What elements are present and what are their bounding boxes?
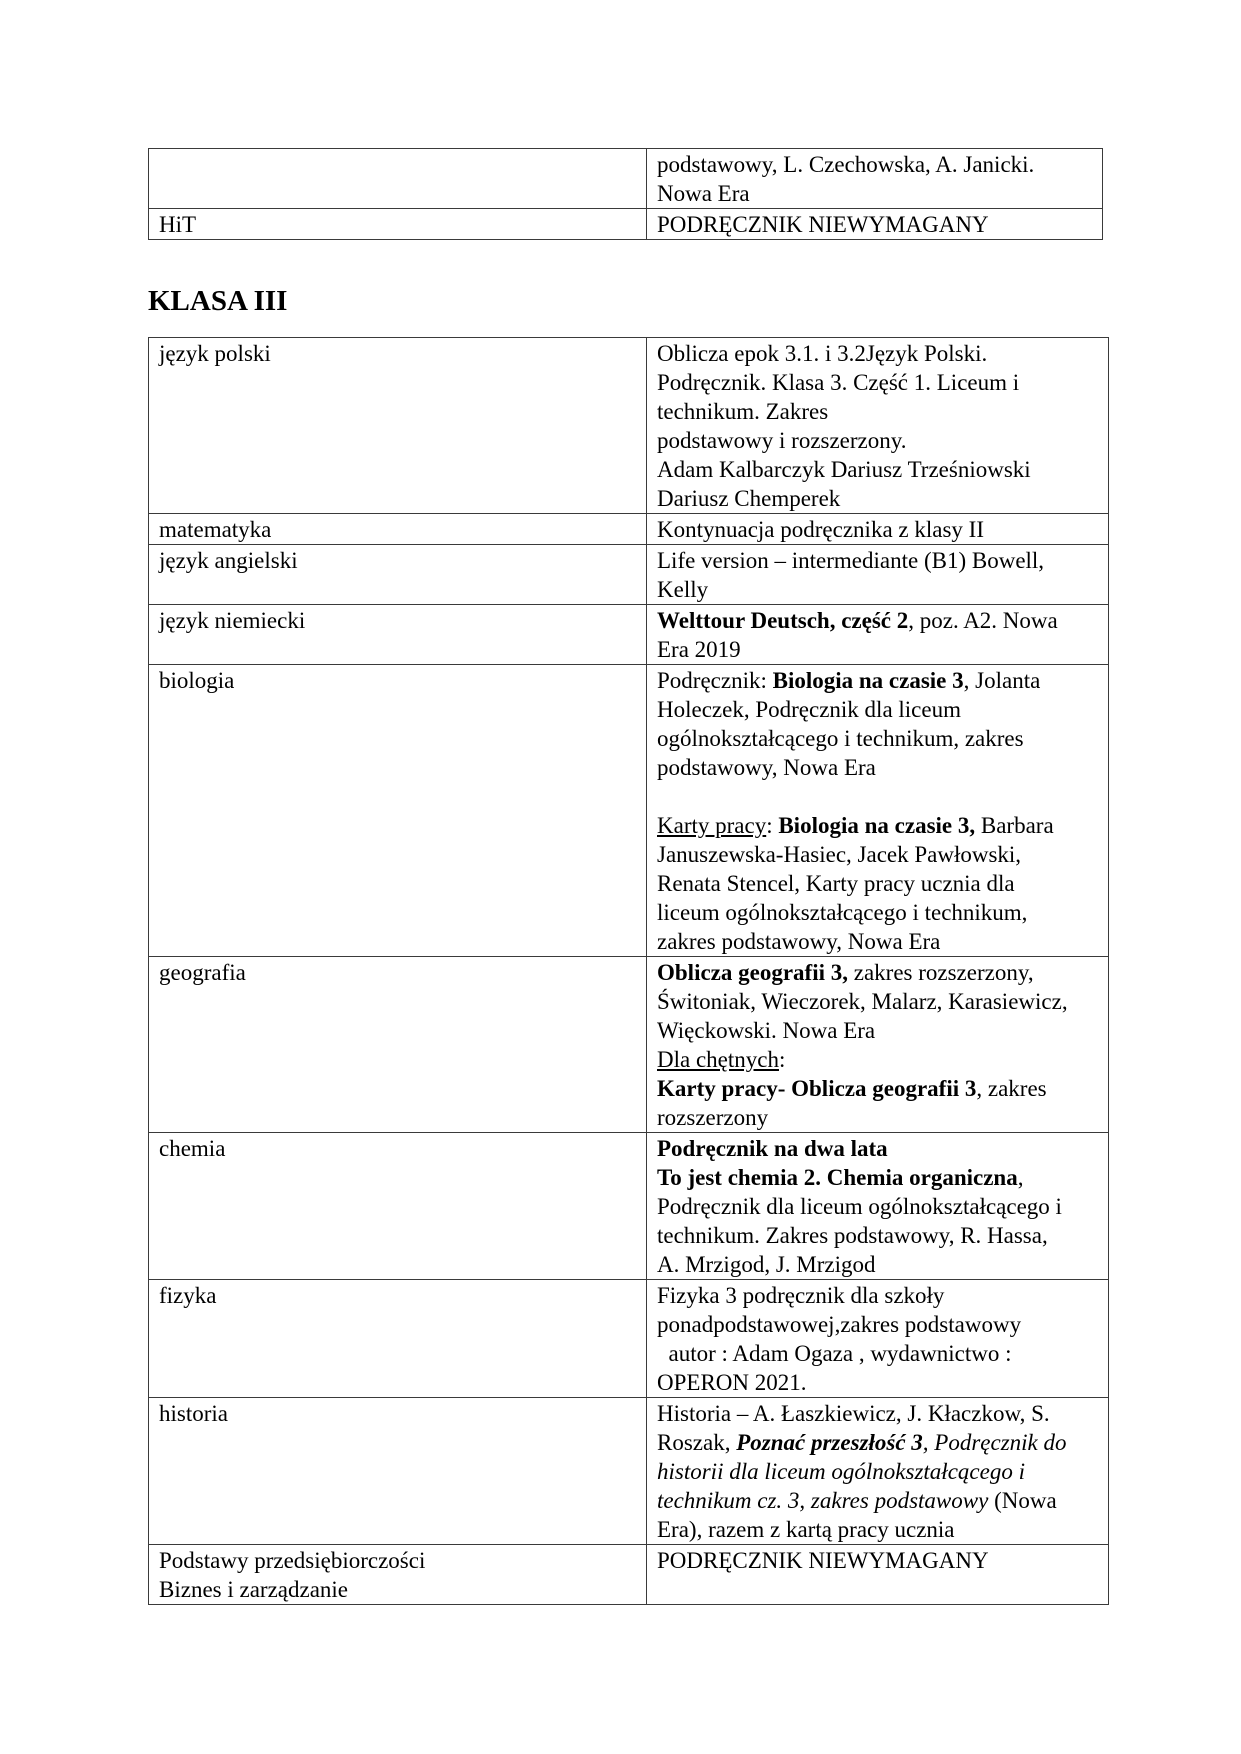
text-line: ponadpodstawowej,zakres podstawowy (657, 1312, 1022, 1337)
section-heading: KLASA III (148, 285, 288, 317)
text-line (657, 1163, 1098, 1192)
text-line: Era 2019 (657, 637, 741, 662)
text-fragment: : (766, 813, 779, 838)
subject-cell: historia (149, 1398, 647, 1545)
table-row (149, 1398, 1109, 1545)
text-line: Holeczek, Podręcznik dla liceum (657, 697, 961, 722)
text-line (657, 1428, 1098, 1457)
text-line: Podstawy przedsiębiorczości (159, 1548, 426, 1573)
text-line: Historia – A. Łaszkiewicz, J. Kłaczkow, S. (657, 1401, 1050, 1426)
table-row (149, 338, 1109, 514)
subject-cell: matematyka (149, 514, 647, 545)
text-fragment: Roszak, (657, 1430, 737, 1455)
table-row (149, 514, 1109, 545)
textbook-cell (647, 209, 1103, 240)
textbook-cell (647, 514, 1109, 545)
table-row (149, 665, 1109, 957)
italic-fragment: technikum cz. 3, zakres podstawowy (657, 1488, 989, 1513)
textbook-cell (647, 545, 1109, 605)
text-line (657, 1457, 1098, 1486)
text-line: ogólnokształcącego i technikum, zakres (657, 726, 1024, 751)
text-line: liceum ogólnokształcącego i technikum, (657, 900, 1028, 925)
text-line: A. Mrzigod, J. Mrzigod (657, 1252, 876, 1277)
text-line: OPERON 2021. (657, 1370, 807, 1395)
book-title: Welttour Deutsch, część 2 (657, 608, 909, 633)
bold-note: Podręcznik na dwa lata (657, 1136, 888, 1161)
paragraph-gap (657, 782, 1098, 811)
table-row (149, 957, 1109, 1133)
text-line: Januszewska-Hasiec, Jacek Pawłowski, (657, 842, 1022, 867)
subject-cell: chemia (149, 1133, 647, 1280)
text-line: podstawowy, L. Czechowska, A. Janicki. (657, 152, 1035, 177)
text-fragment: , (1017, 1165, 1024, 1190)
text-line: technikum. Zakres (657, 399, 829, 424)
text-line: Podręcznik. Klasa 3. Część 1. Liceum i (657, 370, 1020, 395)
textbook-cell (647, 605, 1109, 665)
subject-cell: fizyka (149, 1280, 647, 1398)
textbook-cell (647, 1398, 1109, 1545)
text-line: rozszerzony (657, 1105, 769, 1130)
text-line: podstawowy i rozszerzony. (657, 428, 907, 453)
text-line: Świtoniak, Wieczorek, Malarz, Karasiewicz, (657, 989, 1068, 1014)
text-line: zakres podstawowy, Nowa Era (657, 929, 941, 954)
italic-fragment: , Podręcznik do (922, 1430, 1067, 1455)
book-title: To jest chemia 2. Chemia organiczna (657, 1165, 1018, 1190)
table-continued-from-previous-page (148, 148, 1103, 240)
text-line (657, 1045, 1098, 1074)
text-line: Life version – intermediante (B1) Bowell, (657, 548, 1045, 573)
text-line: Renata Stencel, Karty pracy ucznia dla (657, 871, 1015, 896)
book-title: Biologia na czasie 3, (778, 813, 976, 838)
italic-fragment: historii dla liceum ogólnokształcącego i (657, 1459, 1025, 1484)
book-title: Biologia na czasie 3 (772, 668, 964, 693)
table-row (149, 209, 1103, 240)
subject-cell (149, 149, 647, 209)
table-row (149, 1280, 1109, 1398)
textbook-cell (647, 338, 1109, 514)
subject-cell: biologia (149, 665, 647, 957)
text-line: Biznes i zarządzanie (159, 1577, 348, 1602)
worksheet-label: Karty pracy (657, 813, 767, 838)
text-line: Więckowski. Nowa Era (657, 1018, 876, 1043)
text-line: Podręcznik dla liceum ogólnokształcącego i (657, 1194, 1062, 1219)
table-row (149, 1133, 1109, 1280)
textbook-cell (647, 149, 1103, 209)
table-row (149, 545, 1109, 605)
subject-cell: język niemiecki (149, 605, 647, 665)
text-line: Nowa Era (657, 181, 750, 206)
text-line: Dariusz Chemperek (657, 486, 841, 511)
text-line: Era), razem z kartą pracy ucznia (657, 1517, 955, 1542)
text-line (657, 811, 1098, 840)
table-row (149, 605, 1109, 665)
textbook-cell (647, 1545, 1109, 1605)
text-fragment: (Nowa (988, 1488, 1057, 1513)
text-fragment: , poz. A2. Nowa (908, 608, 1058, 633)
text-line: Oblicza epok 3.1. i 3.2Język Polski. (657, 341, 988, 366)
text-fragment: Barbara (975, 813, 1054, 838)
subject-cell: język polski (149, 338, 647, 514)
text-fragment: , zakres (976, 1076, 1047, 1101)
text-line: Kontynuacja podręcznika z klasy II (657, 517, 984, 542)
text-line (657, 606, 1098, 635)
text-fragment: zakres rozszerzony, (848, 960, 1034, 985)
text-line (657, 666, 1098, 695)
subject-cell: HiT (149, 209, 647, 240)
text-fragment: , Jolanta (963, 668, 1041, 693)
book-title: Poznać przeszłość 3 (736, 1430, 923, 1455)
text-line: PODRĘCZNIK NIEWYMAGANY (657, 212, 989, 237)
textbook-cell (647, 957, 1109, 1133)
subject-cell (149, 1545, 647, 1605)
text-line: technikum. Zakres podstawowy, R. Hassa, (657, 1223, 1048, 1248)
book-title: Oblicza geografii 3, (657, 960, 848, 985)
text-fragment: : (778, 1047, 786, 1072)
text-fragment: Podręcznik: (657, 668, 773, 693)
table-row (149, 1545, 1109, 1605)
text-line (657, 1134, 1098, 1163)
text-line: autor : Adam Ogaza , wydawnictwo : (657, 1341, 1012, 1366)
text-line: PODRĘCZNIK NIEWYMAGANY (657, 1548, 989, 1573)
subject-cell: język angielski (149, 545, 647, 605)
text-line (657, 958, 1098, 987)
textbook-cell (647, 1133, 1109, 1280)
text-line: podstawowy, Nowa Era (657, 755, 876, 780)
optional-label: Dla chętnych (657, 1047, 779, 1072)
textbook-table (148, 337, 1109, 1605)
book-title: Karty pracy- Oblicza geografii 3 (657, 1076, 977, 1101)
text-line (657, 1074, 1098, 1103)
text-line (657, 1486, 1098, 1515)
table-row (149, 149, 1103, 209)
text-line: Kelly (657, 577, 709, 602)
text-line: Fizyka 3 podręcznik dla szkoły (657, 1283, 945, 1308)
text-line: Adam Kalbarczyk Dariusz Trześniowski (657, 457, 1031, 482)
textbook-cell (647, 665, 1109, 957)
subject-cell: geografia (149, 957, 647, 1133)
textbook-cell (647, 1280, 1109, 1398)
